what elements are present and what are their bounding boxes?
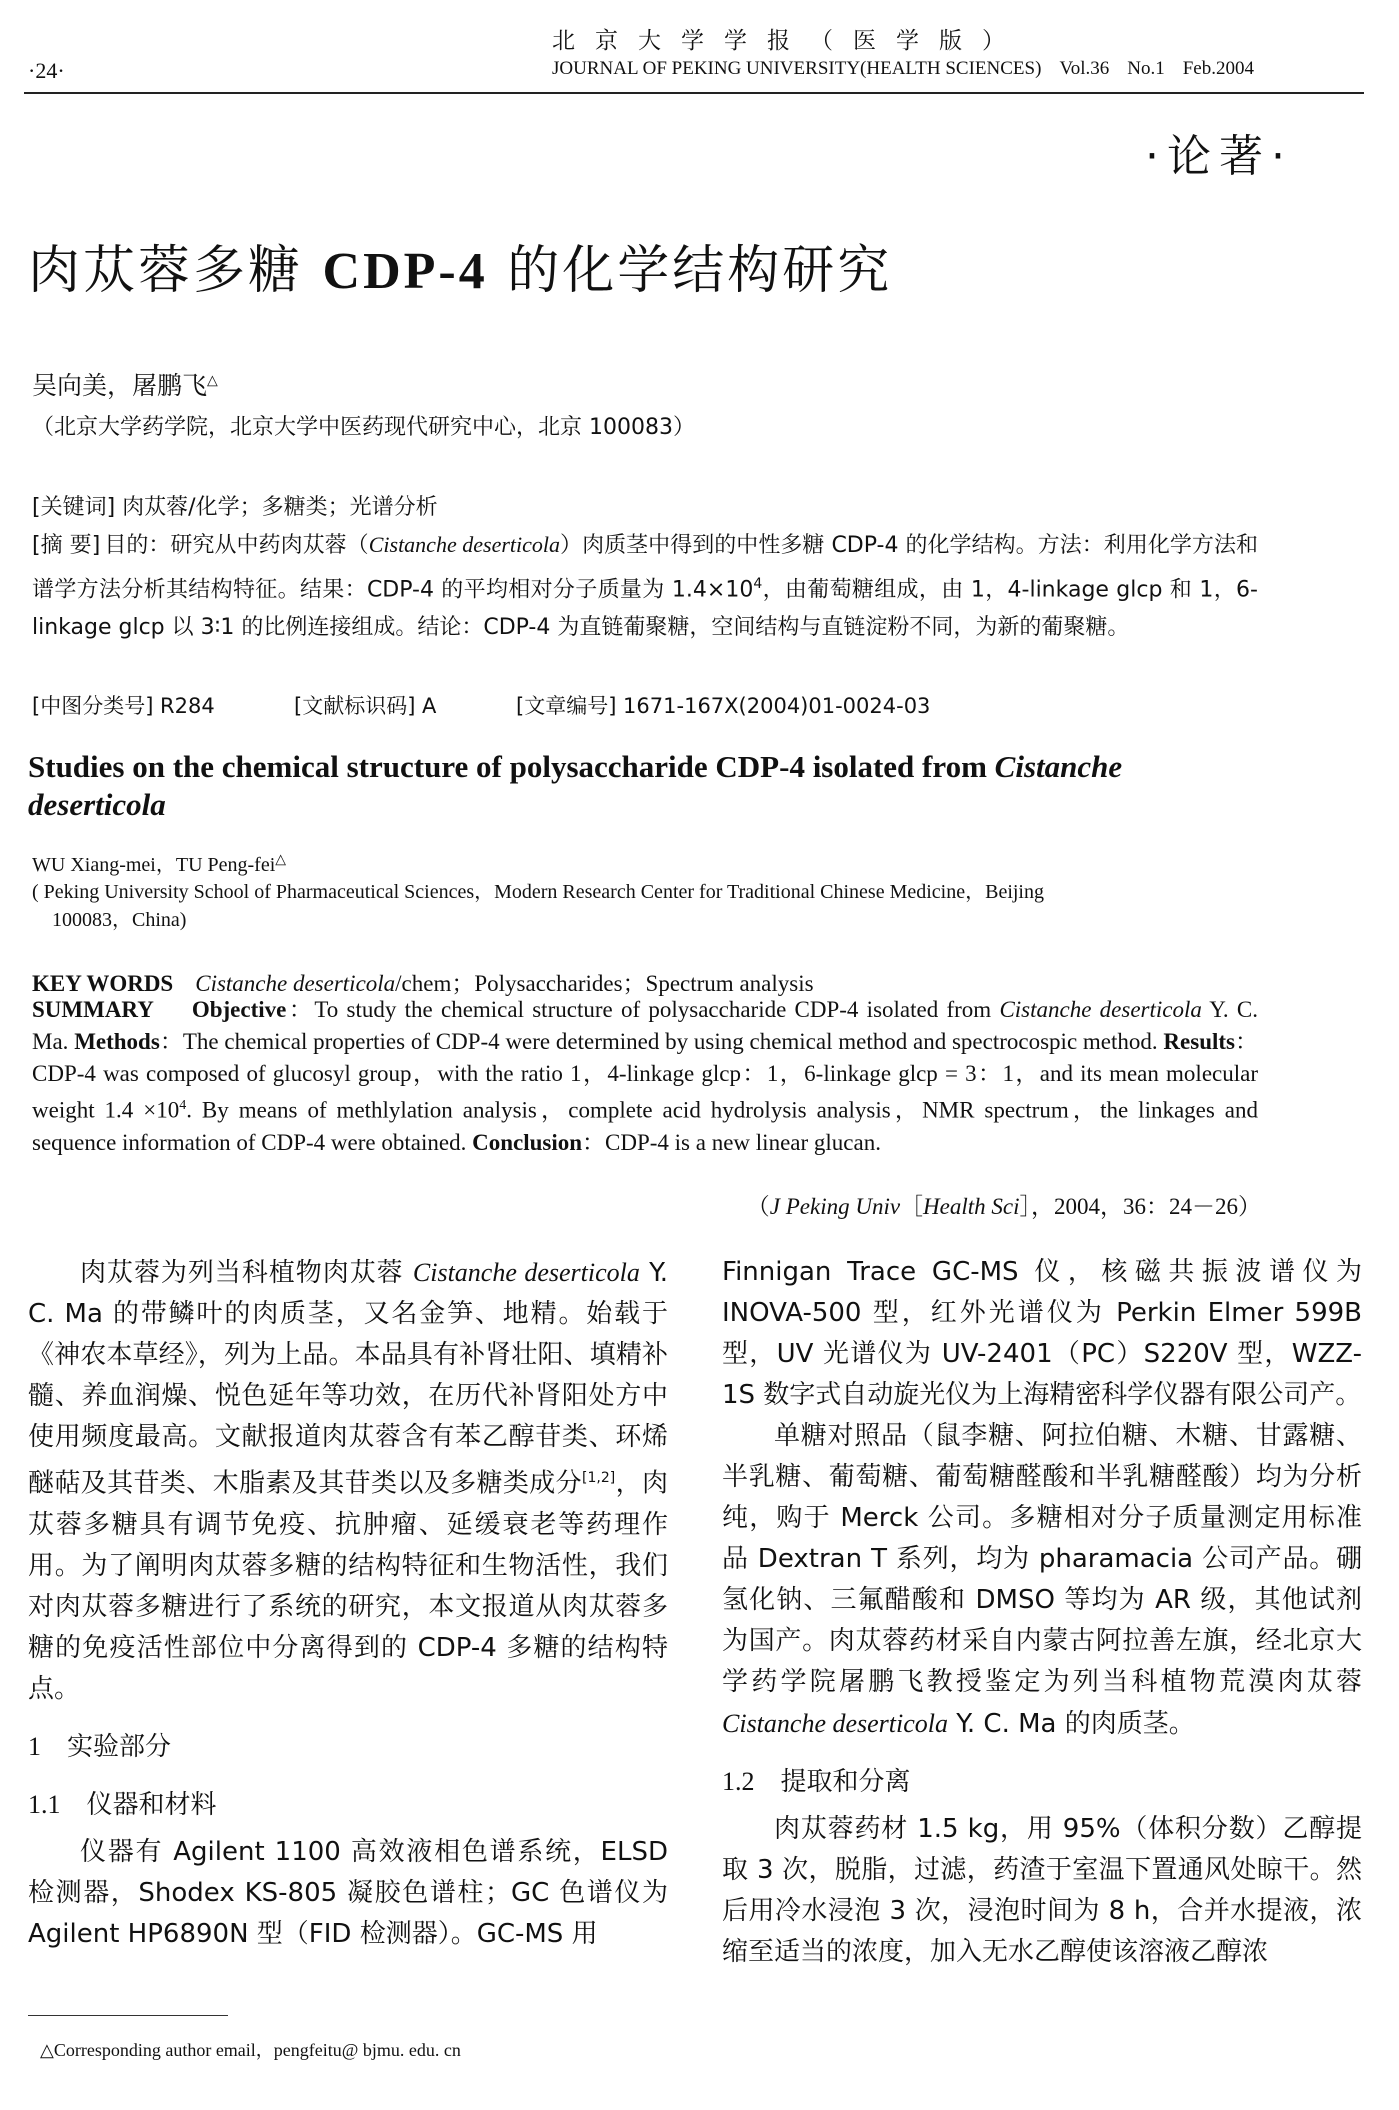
- document-code: [文献标识码] A: [294, 694, 437, 718]
- journal-title-cn: 北京大学学报（医学版）: [552, 28, 1025, 54]
- citation-journal: J Peking Univ: [769, 1194, 901, 1219]
- abstract-cn-text-3: ，由葡萄糖组成，由 1，4-linkage glcp 和 1，6-linkage glcp 以 3∶1 的比例连接组成。结论：CDP-4 为直链葡聚糖，空间结构与直链淀粉不同，为新的葡聚糖。: [32, 577, 1258, 641]
- affiliation-en-line1: ( Peking University School of Pharmaceutical Sciences，Modern Research Center for Traditional Chinese Medicine，Beijing: [32, 881, 1044, 903]
- keywords-en-label: KEY WORDS: [32, 971, 174, 996]
- section-title: 实验部分: [67, 1731, 172, 1762]
- section-heading-1-1: [28, 1784, 668, 1826]
- article-title-en: [28, 748, 1258, 824]
- reference-mark: [1,2]: [582, 1470, 616, 1486]
- abstract-cn-label: [摘 要]: [32, 533, 101, 558]
- body-paragraph: [28, 1252, 668, 1710]
- affiliation-en-line2: 100083，China): [52, 909, 187, 931]
- conclusion-label: Conclusion: [472, 1129, 583, 1155]
- results-exp: 4: [179, 1098, 187, 1113]
- section-number: 1.2: [722, 1767, 755, 1796]
- authors-cn-names: 吴向美，屠鹏飞: [32, 371, 208, 400]
- results-label: Results: [1163, 1029, 1235, 1054]
- citation-rest: ，2004，36：24－26）: [1031, 1194, 1261, 1219]
- body-paragraph: [722, 1416, 1362, 1745]
- abstract-cn-text-1: 目的：研究从中药肉苁蓉（: [104, 533, 369, 558]
- title-cn-pre: 肉苁蓉多糖: [28, 241, 304, 301]
- body-latin: Cistanche deserticola: [722, 1709, 949, 1738]
- title-cn-post: 的化学结构研究: [507, 241, 893, 301]
- authors-en: [32, 848, 286, 877]
- body-text: 肉苁蓉为列当科植物肉苁蓉: [80, 1258, 413, 1288]
- body-text: ，肉苁蓉多糖具有调节免疫、抗肿瘤、延缓衰老等药理作用。为了阐明肉苁蓉多糖的结构特征和生物活性，我们对肉苁蓉多糖进行了系统的研究，本文报道从肉苁蓉多糖的免疫活性部位中分离得到的 CDP-4 多糖的结构特点。: [28, 1468, 668, 1704]
- section-heading-1: [28, 1726, 668, 1768]
- article-title-cn: [28, 228, 892, 303]
- abstract-cn-latin: Cistanche deserticola: [368, 532, 560, 557]
- abstract-cn-text-2: ）肉质茎中得到的中性多糖 CDP-4 的化学结构。方法：利用化学方法和谱学方法分析其结构特征。结果：CDP-4 的平均相对分子质量为 1.4×10: [32, 533, 1258, 603]
- conclusion-text: ：CDP-4 is a new linear glucan.: [582, 1129, 881, 1155]
- footnote: △Corresponding author email，pengfeitu@ bjmu. edu. cn: [40, 2040, 461, 2060]
- citation-line: [747, 1188, 1261, 1221]
- clc-number: [中图分类号] R284: [32, 694, 215, 718]
- journal-number: No.1: [1127, 58, 1165, 79]
- journal-title-en: [552, 58, 1254, 80]
- body-latin: Cistanche deserticola: [412, 1258, 640, 1287]
- journal-date: Feb.2004: [1182, 58, 1254, 79]
- journal-name-en: JOURNAL OF PEKING UNIVERSITY(HEALTH SCIENCES): [552, 58, 1042, 79]
- results-text-2: . By means of methlylation analysis，complete acid hydrolysis analysis，NMR spectrum，the linkages and sequence information of CDP-4 were obtained.: [32, 1097, 1258, 1155]
- body-column-left: [28, 1252, 668, 1955]
- header-rule: [24, 92, 1364, 94]
- objective-text: ：To study the chemical structure of polysaccharide CDP-4 isolated from: [286, 997, 1000, 1022]
- article-number: [文章编号] 1671-167X(2004)01-0024-03: [516, 694, 931, 718]
- summary-label: SUMMARY: [32, 997, 154, 1022]
- body-text: Y. C. Ma 的带鳞叶的肉质茎，又名金笋、地精。始载于《神农本草经》，列为上品。本品具有补肾壮阳、填精补髓、养血润燥、悦色延年等功效，在历代补肾阳处方中使用频度最高。文献报道肉苁蓉含有苯乙醇苷类、环烯醚萜及其苷类、木脂素及其苷类以及多糖类成分: [28, 1258, 669, 1499]
- affiliation-cn: （北京大学药学院，北京大学中医药现代研究中心，北京 100083）: [32, 415, 695, 440]
- authors-cn: [32, 366, 218, 402]
- summary-en: [32, 994, 1258, 1159]
- corresponding-mark-en: △: [275, 852, 287, 868]
- keywords-en-text: /chem；Polysaccharides；Spectrum analysis: [395, 971, 814, 996]
- page-number: ·24·: [28, 58, 65, 83]
- section-title: 仪器和材料: [86, 1789, 217, 1820]
- body-paragraph: Finnigan Trace GC-MS 仪，核磁共振波谱仪为 INOVA-500 型，红外光谱仪为 Perkin Elmer 599B 型，UV 光谱仪为 UV-2401（PC）S220V 型，WZZ-1S 数字式自动旋光仪为上海精密科学仪器有限公司产。: [722, 1257, 1362, 1410]
- body-column-right: [722, 1252, 1362, 1973]
- title-en-text: Studies on the chemical structure of polysaccharide CDP-4 isolated from: [28, 749, 995, 784]
- abstract-cn-exp: 4: [753, 576, 763, 592]
- results-text: ：CDP-4 was composed of glucosyl group，with the ratio 1，4-linkage glcp：1，6-linkage glcp = 3：1，and its mean molecular weight 1.4 ×10: [32, 1029, 1258, 1123]
- authors-en-names: WU Xiang-mei，TU Peng-fei: [32, 854, 276, 876]
- citation-sci: Health Sci: [923, 1194, 1020, 1219]
- objective-text-2: Y. C. Ma.: [32, 997, 1259, 1054]
- footnote-rule: [28, 2015, 228, 2016]
- journal-volume: Vol.36: [1059, 58, 1110, 79]
- body-paragraph: 肉苁蓉药材 1.5 kg，用 95%（体积分数）乙醇提取 3 次，脱脂，过滤，药渣于室温下置通风处晾干。然后用冷水浸泡 3 次，浸泡时间为 8 h，合并水提液，浓缩至适当的浓度，加入无水乙醇使该溶液乙醇浓: [722, 1814, 1362, 1967]
- section-label: ·论著·: [1145, 131, 1293, 182]
- body-text: 单糖对照品（鼠李糖、阿拉伯糖、木糖、甘露糖、半乳糖、葡萄糖、葡萄糖醛酸和半乳糖醛酸）均为分析纯，购于 Merck 公司。多糖相对分子质量测定用标准品 Dextran T 系列，均为 pharamacia 公司产品。硼氢化钠、三氟醋酸和 DMSO 等均为 AR 级，其他试剂为国产。肉苁蓉药材采自内蒙古阿拉善左旗，经北京大学药学院屠鹏飞教授鉴定为列当科植物荒漠肉苁蓉: [722, 1421, 1362, 1697]
- section-number: 1: [28, 1731, 41, 1761]
- classification-line: [32, 690, 930, 720]
- corresponding-mark: △: [207, 372, 218, 389]
- title-cn-code: CDP-4: [322, 243, 488, 300]
- keywords-en-latin: Cistanche deserticola: [195, 971, 396, 996]
- title-en-latin: Cistanche deserticola: [28, 749, 1123, 822]
- section-heading-1-2: [722, 1761, 1362, 1803]
- abstract-cn: [32, 526, 1258, 647]
- objective-label: Objective: [191, 997, 287, 1022]
- keywords-cn: [关键词] 肉苁蓉/化学；多糖类；光谱分析: [32, 495, 438, 520]
- section-number: 1.1: [28, 1789, 61, 1819]
- body-paragraph: 仪器有 Agilent 1100 高效液相色谱系统，ELSD 检测器，Shodex KS-805 凝胶色谱柱；GC 色谱仪为 Agilent HP6890N 型（FID 检测器）。GC-MS 用: [28, 1836, 668, 1949]
- section-title: 提取和分离: [780, 1767, 911, 1797]
- citation-bracket-open: ［: [900, 1194, 924, 1219]
- methods-label: Methods: [74, 1029, 160, 1054]
- objective-latin: Cistanche deserticola: [999, 997, 1202, 1022]
- methods-text: ：The chemical properties of CDP-4 were determined by using chemical method and spectrocospic method.: [159, 1029, 1164, 1054]
- body-text: Y. C. Ma 的肉质茎。: [948, 1709, 1195, 1739]
- affiliation-en: [32, 878, 1262, 934]
- citation-bracket-close: ］: [1019, 1194, 1031, 1219]
- citation-open: （: [746, 1194, 770, 1219]
